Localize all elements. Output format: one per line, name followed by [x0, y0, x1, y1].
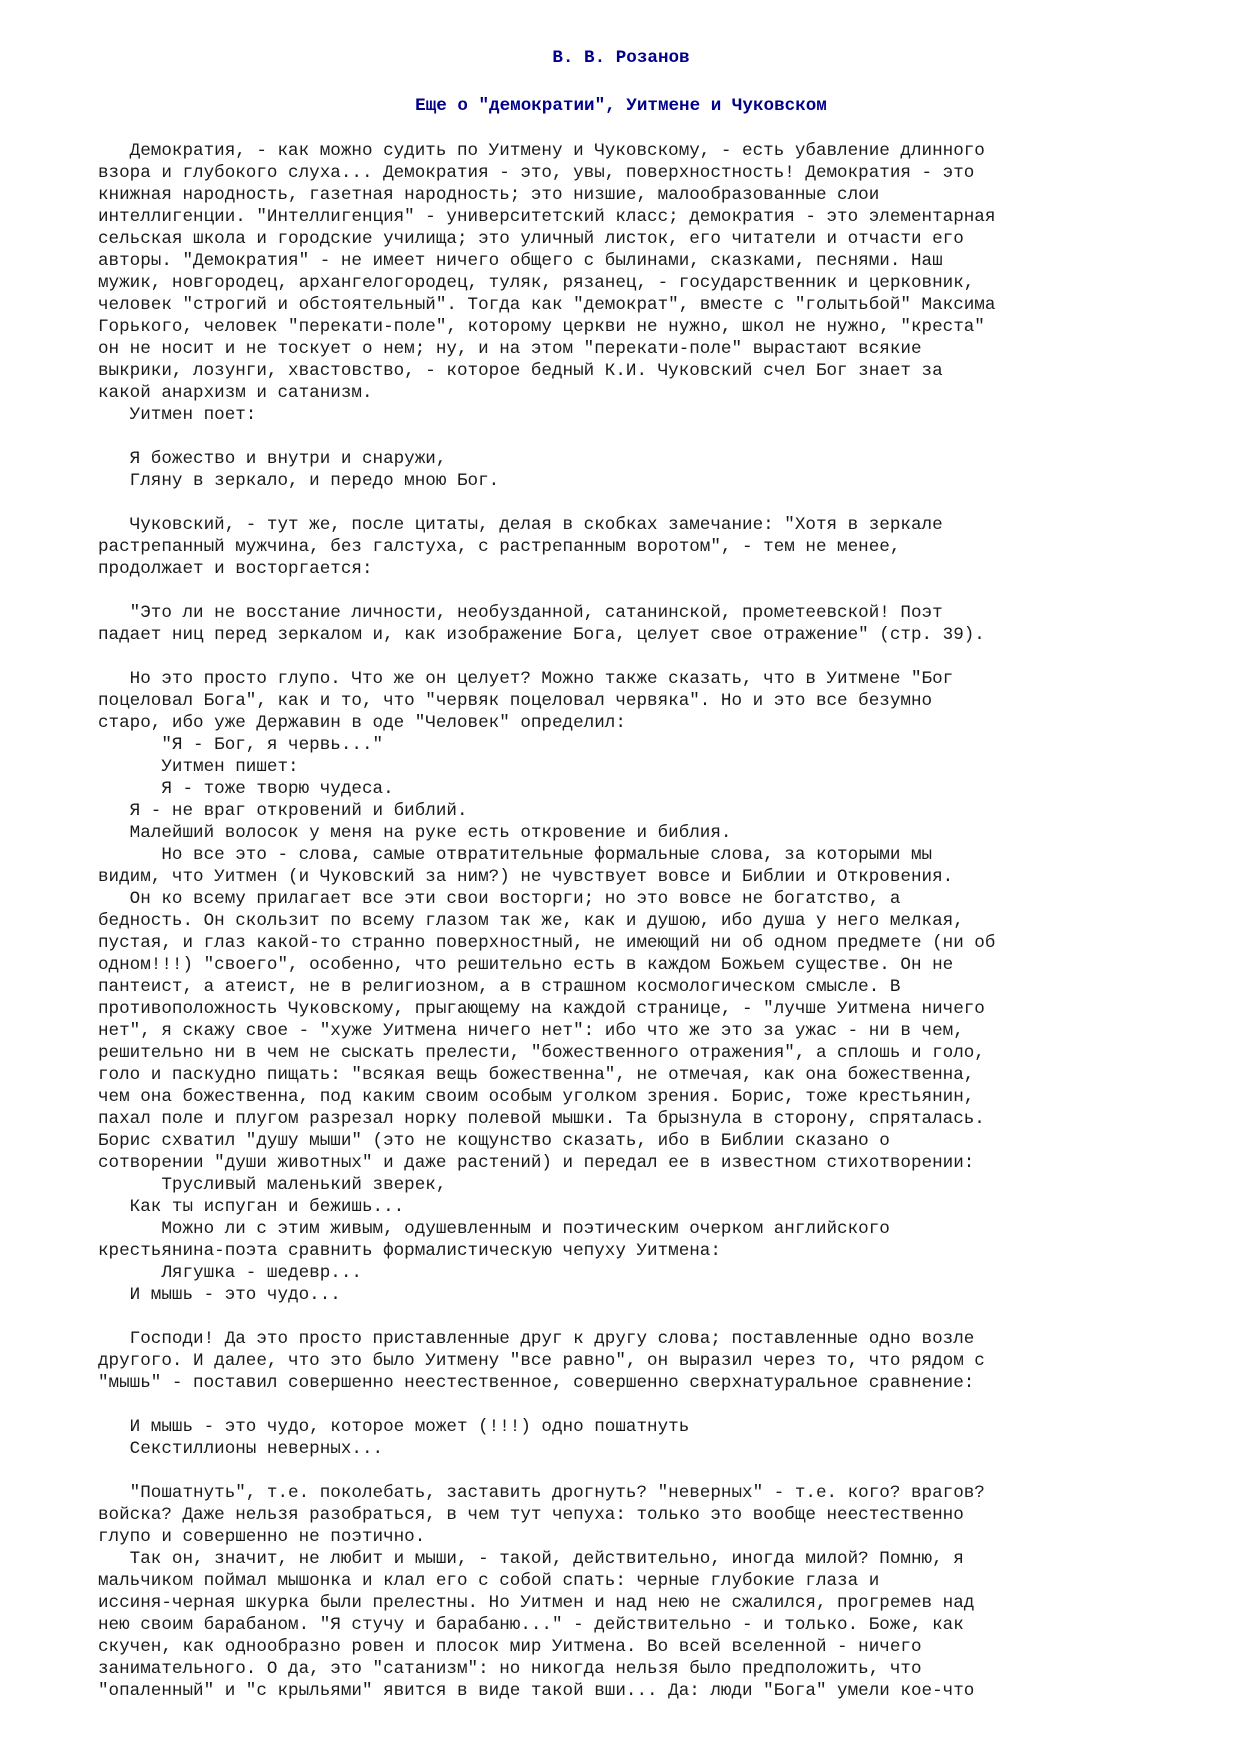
- text-line: выкрики, лозунги, хвастовство, - которое бедный К.И. Чуковский счел Бог знает за: [98, 361, 943, 381]
- text-line: Он ко всему прилагает все эти свои восторги; но это вовсе не богатство, а: [98, 889, 901, 909]
- text-line: продолжает и восторгается:: [98, 559, 373, 579]
- text-line: книжная народность, газетная народность; это низшие, малообразованные слои: [98, 185, 880, 205]
- text-line: Так он, значит, не любит и мыши, - такой, действительно, иногда милой? Помню, я: [98, 1549, 964, 1569]
- text-line: И мышь - это чудо...: [98, 1285, 341, 1305]
- text-line: человек "строгий и обстоятельный". Тогда как "демократ", вместе с "голытьбой" Максима: [98, 295, 996, 315]
- text-line: противоположность Чуковскому, прыгающему на каждой странице, - "лучше Уитмена ничего: [98, 999, 985, 1019]
- text-line: Лягушка - шедевр...: [98, 1263, 362, 1283]
- text-line: [98, 426, 1218, 448]
- text-line: Уитмен пишет:: [98, 757, 299, 777]
- text-line: Я - не враг откровений и библий.: [98, 801, 468, 821]
- text-line: Борис схватил "душу мыши" (это не кощунство сказать, ибо в Библии сказано о: [98, 1131, 890, 1151]
- text-line: нею своим барабаном. "Я стучу и барабаню..." - действительно - и только. Боже, как: [98, 1615, 964, 1635]
- text-line: падает ниц перед зеркалом и, как изображение Бога, целует свое отражение" (стр. 39).: [98, 625, 985, 645]
- text-line: Но это просто глупо. Что же он целует? Можно также сказать, что в Уитмене "Бог: [98, 669, 954, 689]
- text-line: старо, ибо уже Державин в оде "Человек" определил:: [98, 713, 626, 733]
- text-line: Как ты испуган и бежишь...: [98, 1197, 405, 1217]
- text-line: он не носит и не тоскует о нем; ну, и на этом "перекати-поле" вырастают всякие: [98, 339, 922, 359]
- text-line: Трусливый маленький зверек,: [98, 1175, 447, 1195]
- text-line: мужик, новгородец, архангелогородец, туляк, рязанец, - государственник и церковник,: [98, 273, 975, 293]
- article-title: Еще о "демократии", Уитмене и Чуковском: [415, 96, 827, 116]
- text-line: Чуковский, - тут же, после цитаты, делая в скобках замечание: "Хотя в зеркале: [98, 515, 943, 535]
- text-line: Малейший волосок у меня на руке есть откровение и библия.: [98, 823, 732, 843]
- article-body: [98, 140, 1218, 1702]
- text-line: сотворении "души животных" и даже растений) и передал ее в известном стихотворении:: [98, 1153, 975, 1173]
- text-line: занимательного. О да, это "сатанизм": но никогда нельзя было предположить, что: [98, 1659, 922, 1679]
- text-line: Гляну в зеркало, и передо мною Бог.: [98, 471, 500, 491]
- text-line: другого. И далее, что это было Уитмену "все равно", он выразил через то, что рядом с: [98, 1351, 985, 1371]
- text-line: авторы. "Демократия" - не имеет ничего общего с былинами, сказками, песнями. Наш: [98, 251, 943, 271]
- text-line: Уитмен поет:: [98, 405, 257, 425]
- text-line: войска? Даже нельзя разобраться, в чем тут чепуха: только это вообще неестественно: [98, 1505, 964, 1525]
- text-line: "опаленный" и "с крыльями" явится в виде такой вши... Да: люди "Бога" умели кое-что: [98, 1681, 975, 1701]
- text-line: Я божество и внутри и снаружи,: [98, 449, 447, 469]
- text-line: мальчиком поймал мышонка и клал его с собой спать: черные глубокие глаза и: [98, 1571, 880, 1591]
- text-line: [98, 1394, 1218, 1416]
- text-line: [98, 646, 1218, 668]
- text-line: пустая, и глаз какой-то странно поверхностный, не имеющий ни об одном предмете (ни об: [98, 933, 996, 953]
- text-line: Демократия, - как можно судить по Уитмену и Чуковскому, - есть убавление длинного: [98, 141, 985, 161]
- text-line: [98, 1306, 1218, 1328]
- text-line: "мышь" - поставил совершенно неестественное, совершенно сверхнатуральное сравнение:: [98, 1373, 975, 1393]
- text-line: Я - тоже творю чудеса.: [98, 779, 394, 799]
- text-line: видим, что Уитмен (и Чуковский за ним?) не чувствует вовсе и Библии и Откровения.: [98, 867, 954, 887]
- text-line: голо и паскудно пищать: "всякая вещь божественна", не отмечая, как она божественна,: [98, 1065, 975, 1085]
- text-line: поцеловал Бога", как и то, что "червяк поцеловал червяка". Но и это все безумно: [98, 691, 933, 711]
- text-line: "Пошатнуть", т.е. поколебать, заставить дрогнуть? "неверных" - т.е. кого? врагов?: [98, 1483, 985, 1503]
- text-line: интеллигенции. "Интеллигенция" - университетский класс; демократия - это элементарная: [98, 207, 996, 227]
- text-line: какой анархизм и сатанизм.: [98, 383, 373, 403]
- text-line: Но все это - слова, самые отвратительные формальные слова, за которыми мы: [98, 845, 933, 865]
- text-line: глупо и совершенно не поэтично.: [98, 1527, 426, 1547]
- text-line: "Я - Бог, я червь...": [98, 735, 384, 755]
- text-line: Горького, человек "перекати-поле", которому церкви не нужно, школ не нужно, "креста": [98, 317, 985, 337]
- author-heading: В. В. Розанов: [552, 48, 690, 68]
- text-line: крестьянина-поэта сравнить формалистическую чепуху Уитмена:: [98, 1241, 721, 1261]
- text-line: бедность. Он скользит по всему глазом так же, как и душою, ибо душа у него мелкая,: [98, 911, 964, 931]
- text-line: [98, 492, 1218, 514]
- text-line: нет", я скажу свое - "хуже Уитмена ничего нет": ибо что же это за ужас - ни в чем,: [98, 1021, 964, 1041]
- text-line: Секстиллионы неверных...: [98, 1439, 384, 1459]
- text-line: "Это ли не восстание личности, необузданной, сатанинской, прометеевской! Поэт: [98, 603, 943, 623]
- text-line: растрепанный мужчина, без галстуха, с растрепанным воротом", - тем не менее,: [98, 537, 901, 557]
- text-line: [98, 580, 1218, 602]
- text-line: [98, 1460, 1218, 1482]
- text-line: пахал поле и плугом разрезал норку полевой мышки. Та брызнула в сторону, спряталась.: [98, 1109, 985, 1129]
- text-line: сельская школа и городские училища; это уличный листок, его читатели и отчасти его: [98, 229, 964, 249]
- text-line: иссиня-черная шкурка были прелестны. Но Уитмен и над нею не сжалился, прогремев над: [98, 1593, 975, 1613]
- text-line: И мышь - это чудо, которое может (!!!) одно пошатнуть: [98, 1417, 690, 1437]
- text-line: Господи! Да это просто приставленные друг к другу слова; поставленные одно возле: [98, 1329, 975, 1349]
- text-line: решительно ни в чем не сыскать прелести, "божественного отражения", а сплошь и голо,: [98, 1043, 985, 1063]
- text-line: Можно ли с этим живым, одушевленным и поэтическим очерком английского: [98, 1219, 890, 1239]
- text-line: взора и глубокого слуха... Демократия - это, увы, поверхностность! Демократия - это: [98, 163, 975, 183]
- text-line: скучен, как однообразно ровен и плосок мир Уитмена. Во всей вселенной - ничего: [98, 1637, 922, 1657]
- text-line: одном!!!) "своего", особенно, что решительно есть в каждом Божьем существе. Он не: [98, 955, 954, 975]
- text-line: чем она божественна, под каким своим особым уголком зрения. Борис, тоже крестьянин,: [98, 1087, 975, 1107]
- text-line: пантеист, а атеист, не в религиозном, а в страшном космологическом смысле. В: [98, 977, 901, 997]
